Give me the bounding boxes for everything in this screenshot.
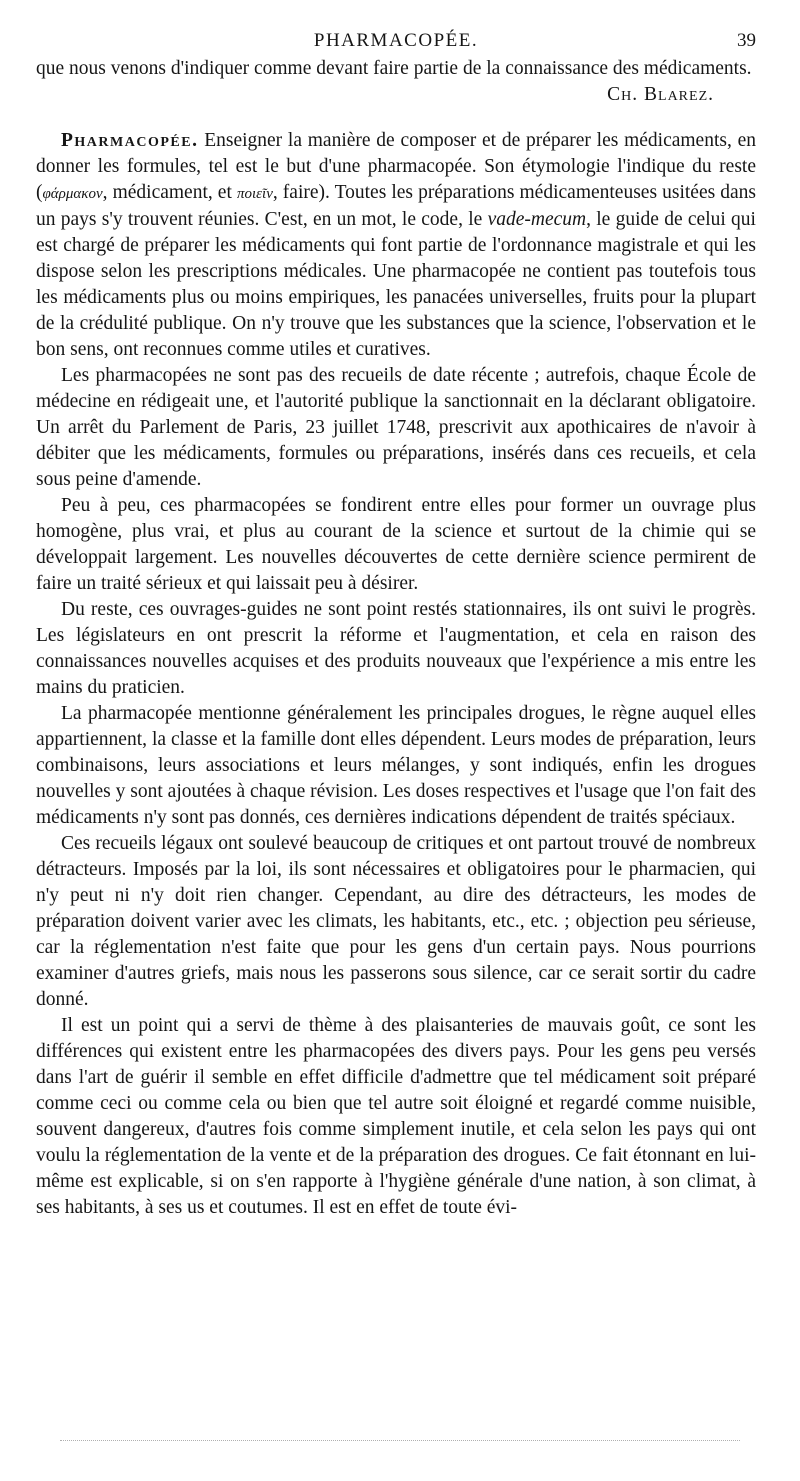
bleed-through-dots [60,1440,740,1442]
entry-text-part: , le guide de celui qui est chargé de préparer les médicaments qui font partie de l'ordonnance magistrale et qui les dispose selon les prescriptions médicales. Une pharmacopée ne contient pas toutefois tous les médicaments plus ou moins empiriques, les panacées universelles, fruits pour la plupart de la crédulité publique. On n'y trouve que les substances que la science, l'observation et le bon sens, ont reconnues comme utiles et curatives. [36,209,756,360]
greek-word-poiein: ποιεῖν [236,186,273,202]
paragraph: La pharmacopée mentionne généralement les principales drogues, le règne auquel elles appartiennent, la classe et la famille dont elles dépendent. Leurs modes de préparation, leurs combinaisons, leurs associations et leurs mélanges, y sont indiqués, enfin les drogues nouvelles y sont ajoutées à chaque révision. Les doses respectives et l'usage que l'on fait des médicaments n'y sont pas donnés, ces dernières indications dépendent de traités spéciaux. [36,703,756,828]
paragraph: Du reste, ces ouvrages-guides ne sont point restés stationnaires, ils ont suivi le progrès. Les législateurs en ont prescrit la réforme et l'augmentation, et cela en raison des connaissances nouvelles acquises et des produits nouveaux que l'expérience a mis entre les mains du praticien. [36,599,756,698]
entry-text-part: Enseigner la manière de composer et de préparer les médicaments, en donner les formules, tel est le but d'une pharmacopée. Son étymologie l'indique du reste ( [36,130,756,203]
entry-paragraph [36,128,756,363]
signature-line [36,82,756,108]
paragraph: Peu à peu, ces pharmacopées se fondirent entre elles pour former un ouvrage plus homogène, plus vrai, et plus au courant de la science et surtout de la chimie qui se développait largement. Les nouvelles découvertes de cette dernière science permirent de faire un traité sérieux et qui laissait peu à désirer. [36,495,756,594]
book-page [36,30,756,1221]
running-head [36,30,756,56]
entry-text-part: , faire). Toutes les préparations médicamenteuses usitées dans un pays s'y trouvent réunies. C'est, en un mot, le code, le [36,182,756,230]
entry-headword: Pharmacopée. [61,130,199,151]
author-signature: Ch. Blarez. [607,84,714,105]
running-title: PHARMACOPÉE. [313,30,479,51]
paragraph: Les pharmacopées ne sont pas des recueils de date récente ; autrefois, chaque École de médecine en rédigeait une, et l'autorité publique la sanctionnait en la déclarant obligatoire. Un arrêt du Parlement de Paris, 23 juillet 1748, prescrivit aux apothicaires de n'avoir à débiter que les médicaments, formules ou préparations, insérés dans ces recueils, et cela sous peine d'amende. [36,365,756,490]
page-number: 39 [737,30,756,51]
continuation-paragraph: que nous venons d'indiquer comme devant faire partie de la connaissance des médicaments. [36,58,752,79]
entry-text-part: , médicament, et [102,182,237,203]
italic-term: vade-mecum [487,209,587,230]
paragraph: Ces recueils légaux ont soulevé beaucoup de critiques et ont partout trouvé de nombreux détracteurs. Imposés par la loi, ils sont nécessaires et obligatoires pour le pharmacien, qui n'y peut ni n'y doit rien changer. Cependant, au dire des détracteurs, les modes de préparation doivent varier avec les climats, les habitants, etc., etc. ; objection peu sérieuse, car la réglementation n'est faite que pour les gens d'un certain pays. Nous pourrions examiner d'autres griefs, mais nous les passerons sous silence, car ce serait sortir du cadre donné. [36,833,756,1010]
body-text [36,56,756,1221]
paragraph: Il est un point qui a servi de thème à des plaisanteries de mauvais goût, ce sont les différences qui existent entre les pharmacopées des divers pays. Pour les gens peu versés dans l'art de guérir il semble en effet difficile d'admettre que tel médicament soit préparé comme ceci ou comme cela ou bien que tel autre soit éloigné et regardé comme nuisible, souvent dangereux, d'autres fois comme simplement inutile, et cela selon les pays qui ont voulu la réglementation de la vente et de la préparation des drogues. Ce fait étonnant en lui-même est explicable, si on s'en rapporte à l'hygiène générale d'une nation, à son climat, à ses habitants, à ses us et coutumes. Il est en effet de toute évi- [36,1015,756,1218]
greek-word-pharmakon: φάρμακον [42,186,103,202]
